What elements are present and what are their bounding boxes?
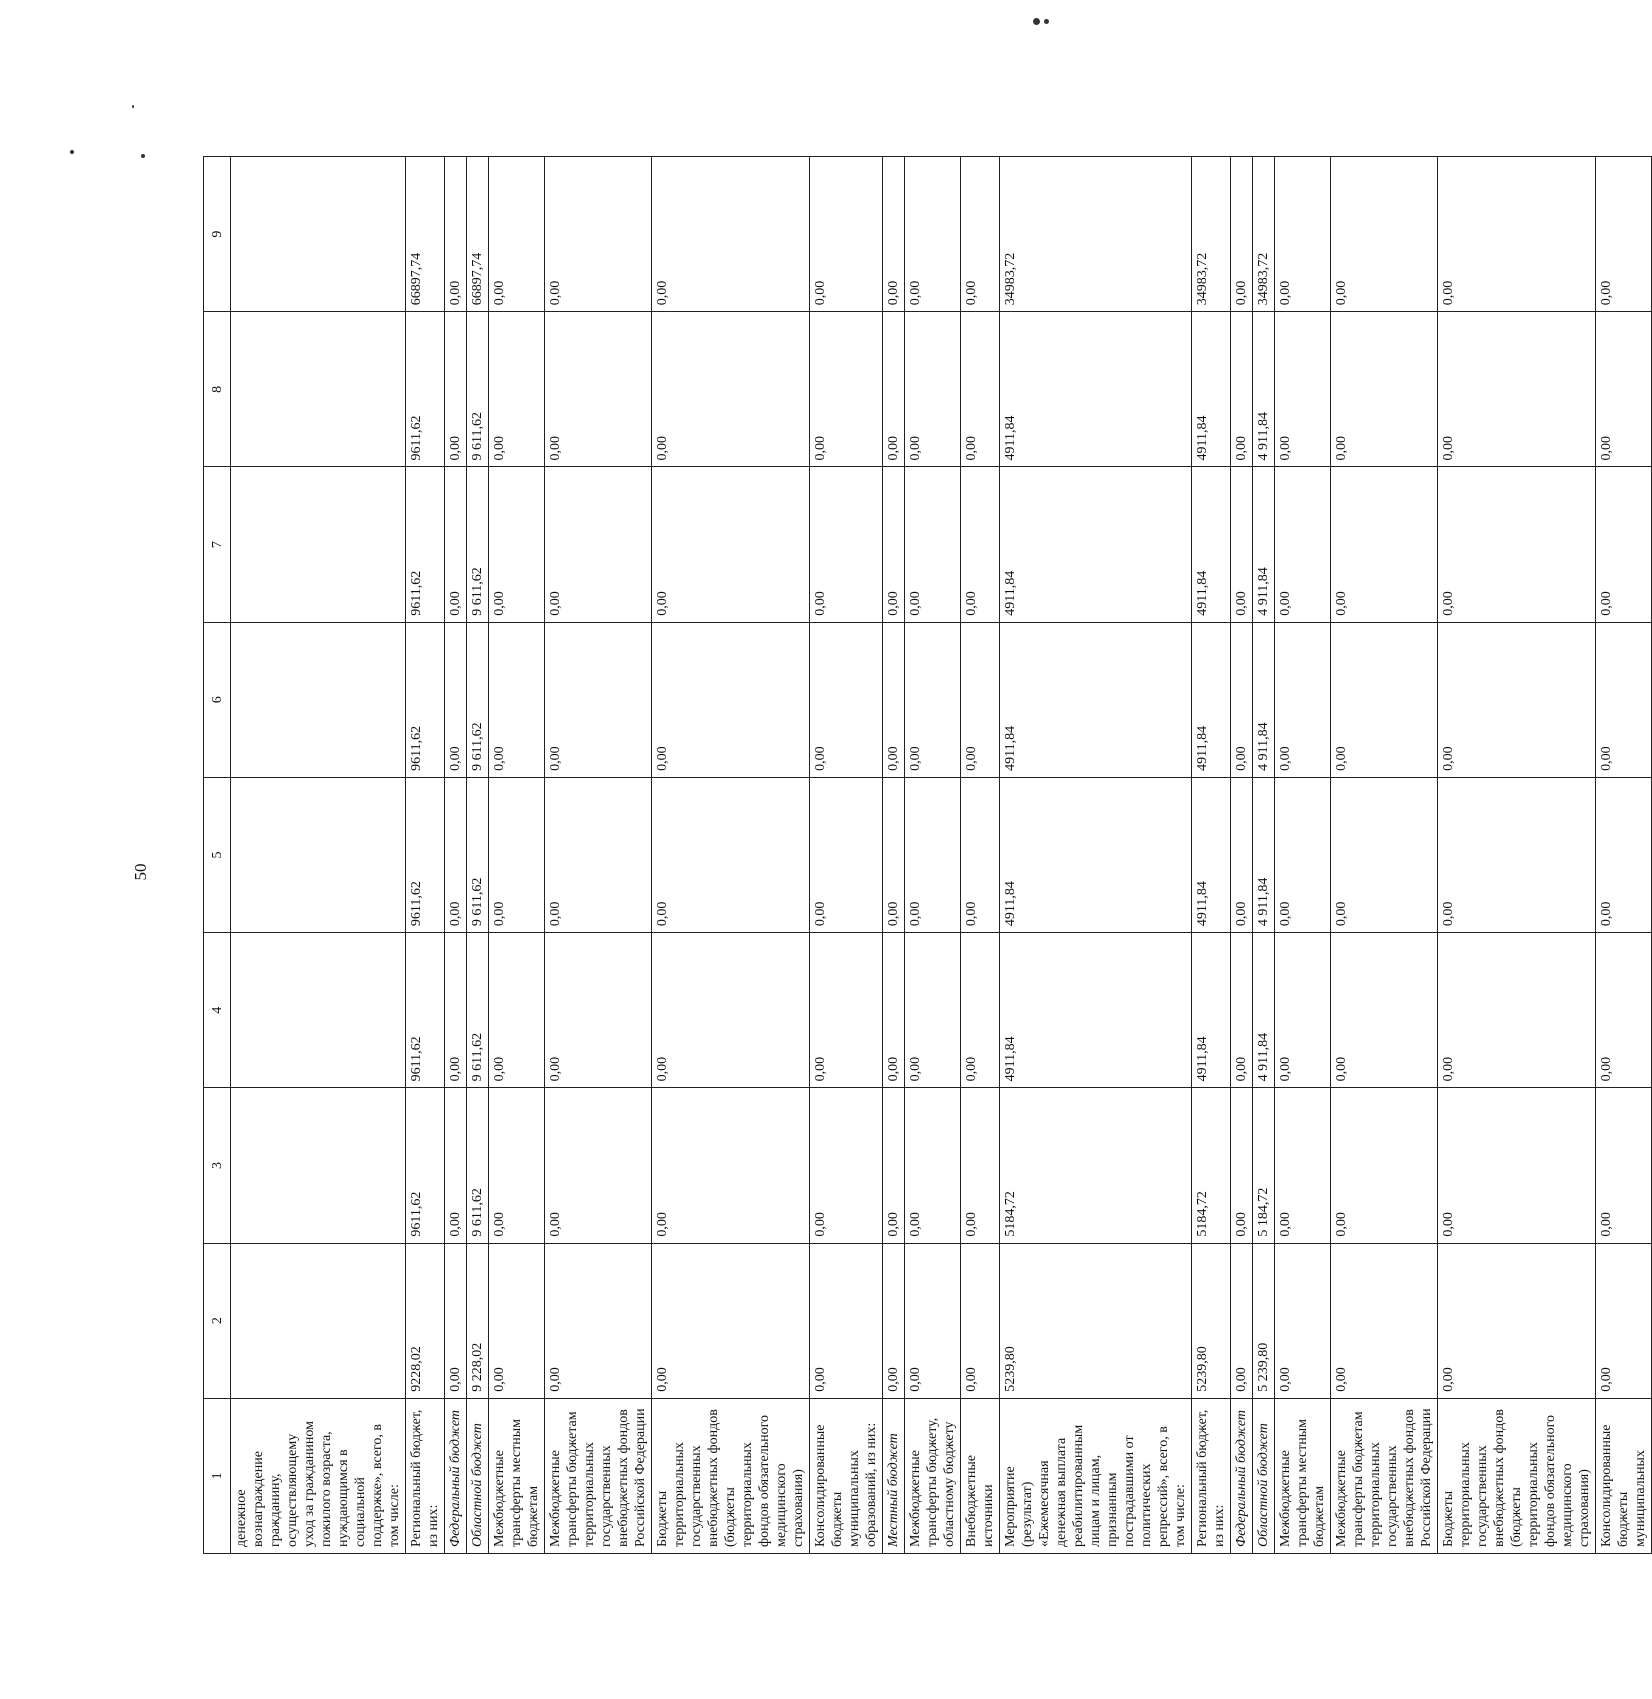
table-row (445, 157, 467, 1554)
header-row (204, 157, 231, 1554)
value-cell: 5184,72 (1192, 1088, 1231, 1243)
row-label: Областной бюджет (1253, 1398, 1275, 1553)
value-cell: 0,00 (445, 312, 467, 467)
value-cell: 5239,80 (1000, 1243, 1192, 1398)
value-cell: 4911,84 (1192, 777, 1231, 932)
value-cell: 0,00 (1275, 157, 1331, 312)
row-label: Областной бюджет (467, 1398, 489, 1553)
value-cell: 0,00 (1596, 157, 1652, 312)
value-cell: 4911,84 (1000, 467, 1192, 622)
value-cell: 0,00 (1438, 157, 1596, 312)
table-row (1438, 157, 1596, 1554)
column-header-1: 1 (204, 1398, 231, 1553)
scan-speck (1044, 19, 1049, 24)
value-cell: 0,00 (1275, 622, 1331, 777)
value-cell: 0,00 (489, 933, 545, 1088)
column-header-3: 3 (204, 1088, 231, 1243)
value-cell: 0,00 (445, 777, 467, 932)
page-number: 50 (131, 863, 150, 881)
row-label: Мероприятие (результат) «Ежемесячная денежная выплата реабилитированным лицам и лицам, признанным пострадавшими от политических репрессий», всего, в том числе: (1000, 1398, 1192, 1553)
value-cell: 0,00 (1231, 157, 1253, 312)
value-cell: 0,00 (1331, 312, 1438, 467)
value-cell: 0,00 (545, 312, 652, 467)
value-cell: 4 911,84 (1253, 312, 1275, 467)
value-cell: 0,00 (545, 933, 652, 1088)
value-cell: 0,00 (810, 467, 883, 622)
table-row (652, 157, 810, 1554)
value-cell: 0,00 (883, 777, 905, 932)
budget-table (203, 156, 1652, 1554)
value-cell: 0,00 (489, 1243, 545, 1398)
value-cell: 4911,84 (1000, 933, 1192, 1088)
value-cell: 0,00 (961, 467, 1000, 622)
value-cell (231, 157, 406, 312)
table-row (406, 157, 445, 1554)
value-cell: 0,00 (1275, 933, 1331, 1088)
value-cell (231, 1243, 406, 1398)
scan-speck (141, 154, 145, 158)
value-cell: 0,00 (445, 1243, 467, 1398)
value-cell: 0,00 (1438, 312, 1596, 467)
value-cell: 0,00 (489, 777, 545, 932)
value-cell: 0,00 (489, 157, 545, 312)
value-cell: 0,00 (810, 933, 883, 1088)
value-cell: 4911,84 (1192, 312, 1231, 467)
row-label: Межбюджетные трансферты бюджетам территориальных государственных внебюджетных фондов Российской Федерации (545, 1398, 652, 1553)
column-header-9: 9 (204, 157, 231, 312)
table-row (545, 157, 652, 1554)
value-cell: 0,00 (1438, 467, 1596, 622)
value-cell (231, 1088, 406, 1243)
value-cell: 0,00 (489, 1088, 545, 1243)
value-cell: 0,00 (1275, 467, 1331, 622)
column-header-7: 7 (204, 467, 231, 622)
value-cell: 34983,72 (1253, 157, 1275, 312)
value-cell (231, 933, 406, 1088)
table-row (1192, 157, 1231, 1554)
value-cell: 4911,84 (1000, 312, 1192, 467)
value-cell: 0,00 (1438, 933, 1596, 1088)
value-cell: 0,00 (1596, 1243, 1652, 1398)
value-cell: 9 611,62 (467, 933, 489, 1088)
value-cell: 0,00 (961, 777, 1000, 932)
column-header-6: 6 (204, 622, 231, 777)
value-cell: 0,00 (1231, 467, 1253, 622)
value-cell: 0,00 (489, 467, 545, 622)
table-row (489, 157, 545, 1554)
value-cell: 0,00 (1596, 467, 1652, 622)
value-cell: 9 228,02 (467, 1243, 489, 1398)
value-cell: 0,00 (545, 1088, 652, 1243)
value-cell: 0,00 (1438, 1088, 1596, 1243)
table-row (1596, 157, 1652, 1554)
value-cell: 0,00 (810, 312, 883, 467)
value-cell: 66897,74 (467, 157, 489, 312)
value-cell: 0,00 (905, 933, 961, 1088)
value-cell: 0,00 (652, 157, 810, 312)
row-label: Консолидированные бюджеты муниципальных образований, из них: (810, 1398, 883, 1553)
value-cell: 9611,62 (406, 622, 445, 777)
value-cell (231, 622, 406, 777)
table-row (905, 157, 961, 1554)
value-cell: 0,00 (905, 157, 961, 312)
value-cell: 0,00 (883, 157, 905, 312)
value-cell: 0,00 (810, 1088, 883, 1243)
value-cell: 4 911,84 (1253, 933, 1275, 1088)
value-cell: 4911,84 (1192, 933, 1231, 1088)
value-cell: 0,00 (905, 1243, 961, 1398)
row-label: Региональный бюджет, из них: (1192, 1398, 1231, 1553)
column-header-4: 4 (204, 933, 231, 1088)
value-cell (231, 312, 406, 467)
value-cell: 0,00 (1596, 312, 1652, 467)
scan-speck (1033, 18, 1040, 25)
value-cell: 0,00 (1438, 1243, 1596, 1398)
value-cell: 4 911,84 (1253, 777, 1275, 932)
column-header-2: 2 (204, 1243, 231, 1398)
value-cell: 0,00 (1231, 312, 1253, 467)
row-label: Бюджеты территориальных государственных внебюджетных фондов (бюджеты территориальных фондов обязательного медицинского страхования) (1438, 1398, 1596, 1553)
value-cell: 0,00 (1331, 622, 1438, 777)
row-label: Местный бюджет (883, 1398, 905, 1553)
value-cell: 0,00 (883, 467, 905, 622)
value-cell: 0,00 (1596, 777, 1652, 932)
value-cell: 0,00 (1331, 777, 1438, 932)
value-cell: 9 611,62 (467, 467, 489, 622)
value-cell: 4 911,84 (1253, 622, 1275, 777)
value-cell: 9611,62 (406, 312, 445, 467)
value-cell: 0,00 (445, 622, 467, 777)
value-cell: 0,00 (961, 312, 1000, 467)
value-cell: 0,00 (810, 157, 883, 312)
table-row (961, 157, 1000, 1554)
value-cell: 0,00 (810, 622, 883, 777)
value-cell: 0,00 (905, 777, 961, 932)
row-label: Региональный бюджет, из них: (406, 1398, 445, 1553)
value-cell: 4911,84 (1192, 467, 1231, 622)
value-cell: 4911,84 (1000, 622, 1192, 777)
table-row (1253, 157, 1275, 1554)
value-cell: 9611,62 (406, 467, 445, 622)
row-label: Межбюджетные трансферты местным бюджетам (1275, 1398, 1331, 1553)
value-cell: 5 239,80 (1253, 1243, 1275, 1398)
value-cell: 0,00 (961, 1088, 1000, 1243)
value-cell: 0,00 (445, 1088, 467, 1243)
value-cell: 0,00 (810, 777, 883, 932)
value-cell: 0,00 (883, 622, 905, 777)
value-cell: 0,00 (1331, 1243, 1438, 1398)
value-cell: 66897,74 (406, 157, 445, 312)
table-body (231, 157, 1652, 1554)
value-cell: 0,00 (489, 622, 545, 777)
value-cell: 0,00 (652, 1088, 810, 1243)
value-cell: 0,00 (1438, 622, 1596, 777)
value-cell: 0,00 (1275, 777, 1331, 932)
value-cell: 0,00 (1231, 1088, 1253, 1243)
value-cell: 0,00 (1231, 1243, 1253, 1398)
row-label: денежное вознаграждение гражданину, осуществляющему уход за гражданином пожилого возраста, нуждающимся в социальной поддержке», всего, в том числе: (231, 1398, 406, 1553)
value-cell: 0,00 (652, 1243, 810, 1398)
column-header-5: 5 (204, 777, 231, 932)
row-label: Межбюджетные трансферты бюджетам территориальных государственных внебюджетных фондов Российской Федерации (1331, 1398, 1438, 1553)
value-cell: 4911,84 (1192, 622, 1231, 777)
value-cell: 0,00 (1275, 1088, 1331, 1243)
value-cell: 9228,02 (406, 1243, 445, 1398)
value-cell: 0,00 (1331, 933, 1438, 1088)
value-cell: 9 611,62 (467, 312, 489, 467)
value-cell: 9611,62 (406, 1088, 445, 1243)
value-cell: 0,00 (1331, 467, 1438, 622)
value-cell: 0,00 (545, 622, 652, 777)
value-cell: 0,00 (961, 933, 1000, 1088)
value-cell: 0,00 (1596, 933, 1652, 1088)
budget-table-rotated (203, 156, 1648, 1554)
value-cell: 0,00 (545, 157, 652, 312)
value-cell: 0,00 (905, 467, 961, 622)
table-row (1000, 157, 1192, 1554)
value-cell: 0,00 (883, 933, 905, 1088)
value-cell (231, 467, 406, 622)
table-row (1275, 157, 1331, 1554)
value-cell: 0,00 (445, 157, 467, 312)
value-cell: 4911,84 (1000, 777, 1192, 932)
value-cell: 0,00 (445, 467, 467, 622)
row-label: Федеральный бюджет (445, 1398, 467, 1553)
value-cell (231, 777, 406, 932)
table-row (467, 157, 489, 1554)
value-cell: 0,00 (489, 312, 545, 467)
value-cell: 0,00 (1275, 312, 1331, 467)
value-cell: 0,00 (883, 1243, 905, 1398)
row-label: Межбюджетные трансферты бюджету, областному бюджету (905, 1398, 961, 1553)
value-cell: 0,00 (545, 777, 652, 932)
value-cell: 4 911,84 (1253, 467, 1275, 622)
value-cell: 0,00 (905, 1088, 961, 1243)
value-cell: 0,00 (545, 1243, 652, 1398)
value-cell: 0,00 (445, 933, 467, 1088)
value-cell: 0,00 (961, 157, 1000, 312)
value-cell: 0,00 (961, 622, 1000, 777)
value-cell: 9611,62 (406, 777, 445, 932)
value-cell: 0,00 (883, 312, 905, 467)
value-cell: 9 611,62 (467, 622, 489, 777)
table-row (810, 157, 883, 1554)
value-cell: 9 611,62 (467, 1088, 489, 1243)
value-cell: 34983,72 (1192, 157, 1231, 312)
value-cell: 0,00 (652, 622, 810, 777)
value-cell: 0,00 (1438, 777, 1596, 932)
value-cell: 0,00 (1275, 1243, 1331, 1398)
table-row (1231, 157, 1253, 1554)
value-cell: 0,00 (545, 467, 652, 622)
scan-speck (132, 105, 134, 108)
value-cell: 0,00 (652, 467, 810, 622)
value-cell: 0,00 (961, 1243, 1000, 1398)
row-label: Межбюджетные трансферты местным бюджетам (489, 1398, 545, 1553)
value-cell: 0,00 (652, 933, 810, 1088)
value-cell: 0,00 (1596, 1088, 1652, 1243)
row-label: Бюджеты территориальных государственных внебюджетных фондов (бюджеты территориальных фондов обязательного медицинского страхования) (652, 1398, 810, 1553)
value-cell: 0,00 (1231, 777, 1253, 932)
value-cell: 9611,62 (406, 933, 445, 1088)
value-cell: 0,00 (1596, 622, 1652, 777)
value-cell: 0,00 (905, 622, 961, 777)
row-label: Внебюджетные источники (961, 1398, 1000, 1553)
value-cell: 9 611,62 (467, 777, 489, 932)
value-cell: 5184,72 (1000, 1088, 1192, 1243)
value-cell: 34983,72 (1000, 157, 1192, 312)
value-cell: 5 184,72 (1253, 1088, 1275, 1243)
value-cell: 0,00 (905, 312, 961, 467)
value-cell: 0,00 (1331, 157, 1438, 312)
table-row (1331, 157, 1438, 1554)
value-cell: 0,00 (652, 312, 810, 467)
row-label: Консолидированные бюджеты муниципальных (1596, 1398, 1652, 1553)
table-row (231, 157, 406, 1554)
table-row (883, 157, 905, 1554)
row-label: Федеральный бюджет (1231, 1398, 1253, 1553)
column-header-8: 8 (204, 312, 231, 467)
value-cell: 0,00 (883, 1088, 905, 1243)
value-cell: 0,00 (652, 777, 810, 932)
value-cell: 0,00 (1231, 933, 1253, 1088)
value-cell: 0,00 (1331, 1088, 1438, 1243)
value-cell: 0,00 (1231, 622, 1253, 777)
value-cell: 5239,80 (1192, 1243, 1231, 1398)
scan-speck (70, 150, 74, 154)
value-cell: 0,00 (810, 1243, 883, 1398)
